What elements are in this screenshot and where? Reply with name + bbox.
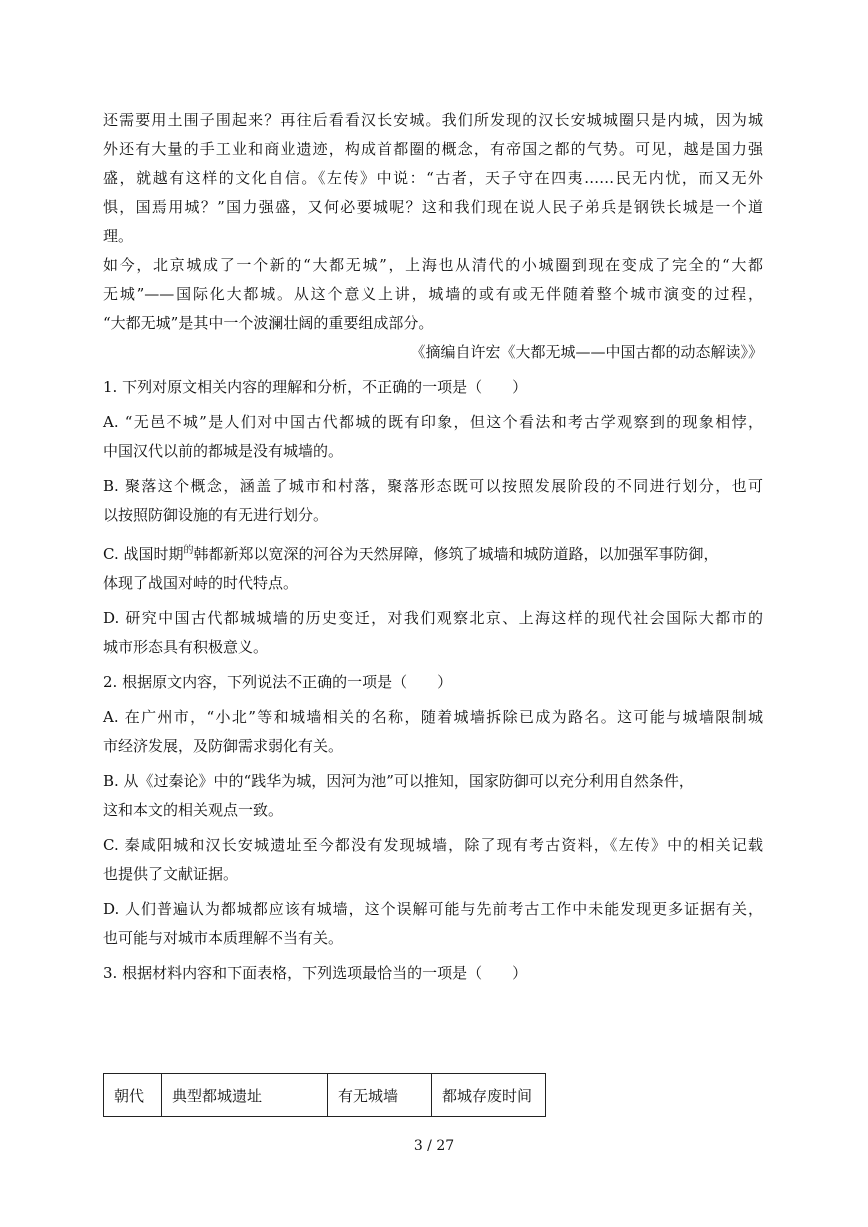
q2-option-b-cont: 这和本文的相关观点一致。 (103, 801, 284, 819)
q2-option-c-cont: 也提供了文献证据。 (103, 865, 239, 883)
table-header-cell: 有无城墙 (328, 1074, 432, 1117)
table-header-row (104, 1074, 546, 1117)
source-citation: 《摘编自许宏《大都无城——中国古都的动态解读》》 (410, 343, 763, 361)
passage-line: 惧，国焉用城？”国力强盛，又何必要城呢？这和我们现在说人民子弟兵是钢铁长城是一个道 (103, 198, 763, 216)
q1-option-c-cont: 体现了战国对峙的时代特点。 (103, 574, 299, 592)
passage-line: “大都无城”是其中一个波澜壮阔的重要组成部分。 (103, 314, 434, 332)
passage-line: 理。 (103, 227, 134, 245)
passage-line: 外还有大量的手工业和商业遗迹，构成首都圈的概念，有帝国之都的气势。可见，越是国力强 (103, 140, 763, 158)
q1-option-c (103, 536, 763, 569)
q2-option-d: D. 人们普遍认为都城都应该有城墙，这个误解可能与先前考古工作中未能发现更多证据有关， (103, 900, 763, 918)
question-2-stem: 2. 根据原文内容，下列说法不正确的一项是（ ） (103, 673, 453, 691)
table-header-cell: 典型都城遗址 (162, 1074, 328, 1117)
q1-option-d-cont: 城市形态具有积极意义。 (103, 638, 269, 656)
passage-line: 盛，就越有这样的文化自信。《左传》中说：“古者，天子守在四夷……民无内忧，而又无外 (103, 169, 763, 187)
q1-option-d: D. 研究中国古代都城城墙的历史变迁，对我们观察北京、上海这样的现代社会国际大都市的 (103, 609, 763, 627)
passage-line: 无城”——国际化大都城。从这个意义上讲，城墙的或有或无伴随着整个城市演变的过程， (103, 285, 763, 303)
q1-option-c-post: 韩都新郑以宽深的河谷为天然屏障，修筑了城墙和城防道路，以加强军事防御， (193, 545, 719, 563)
document-content (103, 106, 763, 988)
q2-option-b: B. 从《过秦论》中的“践华为城，因河为池”可以推知，国家防御可以充分利用自然条件， (103, 772, 694, 790)
dynasty-table (103, 1073, 546, 1117)
q1-option-a: A. “无邑不城”是人们对中国古代都城的既有印象，但这个看法和考古学观察到的现象相悖， (103, 413, 763, 431)
q1-option-c-sup: 的 (183, 545, 194, 556)
question-1-stem: 1. 下列对原文相关内容的理解和分析，不正确的一项是（ ） (103, 378, 528, 396)
q1-option-c-pre: C. 战国时期 (103, 545, 184, 563)
q2-option-a-cont: 市经济发展，及防御需求弱化有关。 (103, 737, 344, 755)
passage-line: 如今，北京城成了一个新的“大都无城”，上海也从清代的小城圈到现在变成了完全的“大都 (103, 256, 763, 274)
q1-option-a-cont: 中国汉代以前的都城是没有城墙的。 (103, 442, 344, 460)
q1-option-b: B. 聚落这个概念，涵盖了城市和村落，聚落形态既可以按照发展阶段的不同进行划分，也可 (103, 477, 763, 495)
q2-option-d-cont: 也可能与对城市本质理解不当有关。 (103, 929, 344, 947)
q2-option-c: C. 秦咸阳城和汉长安城遗址至今都没有发现城墙，除了现有考古资料，《左传》中的相关记载 (103, 836, 763, 854)
table-header-cell: 都城存废时间 (432, 1074, 546, 1117)
q1-option-b-cont: 以按照防御设施的有无进行划分。 (103, 506, 329, 524)
table-header-cell: 朝代 (104, 1074, 162, 1117)
passage-line: 还需要用土围子围起来？再往后看看汉长安城。我们所发现的汉长安城城圈只是内城，因为城 (103, 111, 763, 129)
q2-option-a: A. 在广州市，“小北”等和城墙相关的名称，随着城墙拆除已成为路名。这可能与城墙限制城 (103, 708, 763, 726)
page-number: 3 / 27 (413, 1138, 455, 1154)
question-3-stem: 3. 根据材料内容和下面表格，下列选项最恰当的一项是（ ） (103, 964, 528, 982)
